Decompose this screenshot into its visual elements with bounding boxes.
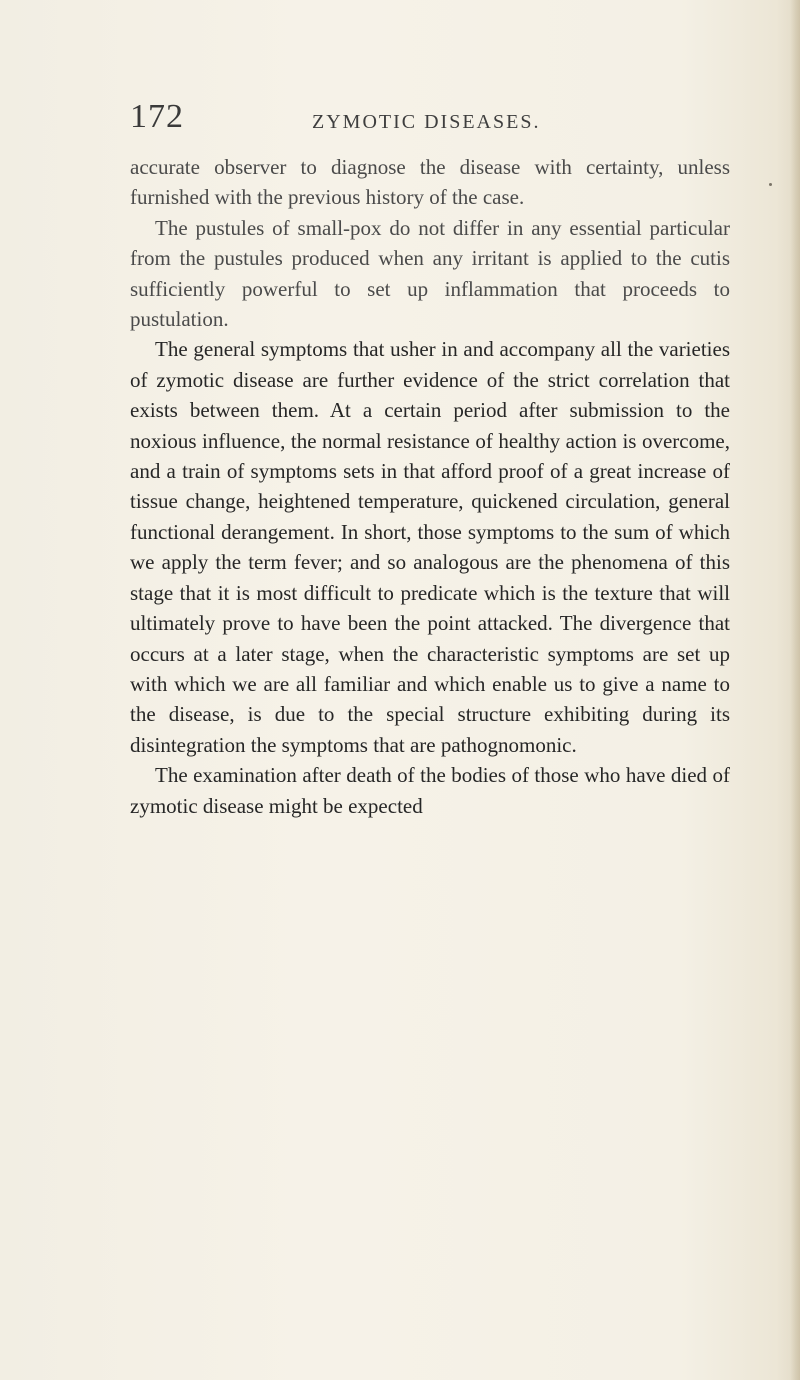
paragraph-examination: The examination after death of the bodies of those who have died of zymotic disease might be expected [130, 763, 730, 818]
page-header [130, 98, 690, 142]
paragraph-pustules: The pustules of small-pox do not differ in any essential particular from the pustules produced when any irritant is applied to the cutis sufficiently powerful to set up inflammation that proceeds to pustulation. [130, 215, 730, 332]
paper-speck [769, 183, 772, 186]
body-text [130, 152, 730, 821]
page-edge-shadow [790, 0, 800, 1380]
paragraph-general-symptoms: The general symptoms that usher in and accompany all the varieties of zymotic disease are further evidence of the strict correlation that exists between them. At a certain period after submission to the noxious influence, the normal resistance of healthy action is overcome, and a train of symptoms sets in that afford proof of a great increase of tissue change, heightened temperature, quickened circulation, general functional derangement. In short, those symptoms to the sum of which we apply the term fever; and so analogous are the phenomena of this stage that it is most difficult to predicate which is the texture that will ultimately prove to have been the point attacked. The divergence that occurs at a later stage, when the characteristic symptoms are set up with which we are all familiar and which enable us to give a name to the disease, is due to the special structure exhibiting during its disintegration the symptoms that are pathognomonic. [130, 337, 730, 757]
running-head: ZYMOTIC DISEASES. [312, 111, 541, 133]
page-number: 172 [130, 98, 184, 135]
paragraph-continuation: accurate observer to diagnose the disease with certainty, unless furnished with the previous history of the case. [130, 155, 730, 210]
